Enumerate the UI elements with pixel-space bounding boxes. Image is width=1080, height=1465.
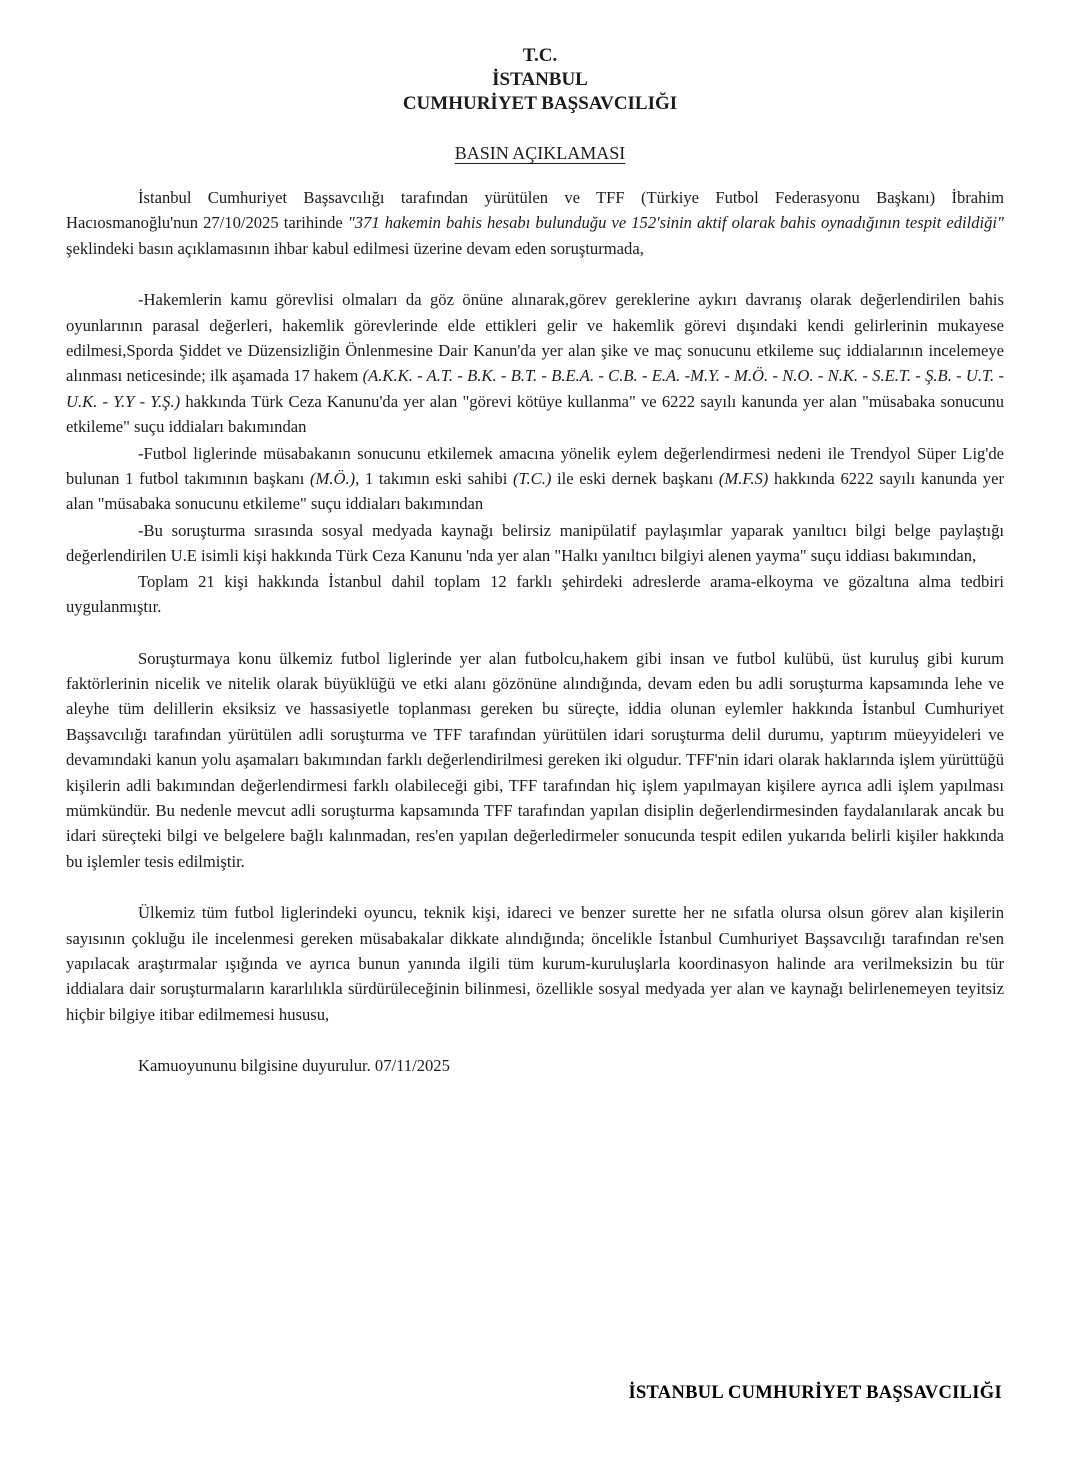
club-initials-2: (T.C.)	[512, 469, 552, 489]
investigation-scope-paragraph: Soruşturmaya konu ülkemiz futbol liglerinde yer alan futbolcu,hakem gibi insan ve futbol kulübü, üst kuruluş gibi kurum faktörlerinin nicelik ve nitelik olarak büyüklüğü ve etki alanı gözönüne alındığında, devam eden bu adli soruşturma kapsamında lehe ve aleyhe tüm delillerin eksiksiz ve hassasiyetle toplanması gereken bu süreçte, iddia olunan eylemler hakkında İstanbul Cumhuriyet Başsavcılığı tarafından yürütülen adli soruşturma ve TFF tarafından yürütülen idari soruşturma delil durumu, yaptırım müeyyideleri ve devamındaki kanun yolu aşamaları bakımından farklı değerlendirilmesi gereken iki olgudur. TFF'nin idari olarak haklarında işlem yürüttüğü kişilerin adli bakımından değerlendirmesi farklı olabileceği gibi, TFF tarafından hiç işlem yapılmayan kişilere ayrıca adli işlem yapılması mümkündür. Bu nedenle mevcut adli soruşturma kapsamında TFF tarafından yapılan disiplin değerlendirmesinden faydalanılarak ancak bu idari süreçteki bilgi ve belgelere bağlı kalınmadan, res'en yapılan değerledirmeler sonucunda tespit edilen yukarıda belirli kişiler hakkında bu işlemler tesis edilmiştir.	[66, 648, 1004, 871]
social-media-paragraph: -Bu soruşturma sırasında sosyal medyada kaynağı belirsiz manipülatif paylaşımlar yaparak yanıltıcı bilgi belge paylaştığı değerlendirilen U.E isimli kişi hakkında Türk Ceza Kanunu 'nda yer alan "Halkı yanıltıcı bilgiyi alenen yayma" suçu iddiası bakımından,	[66, 520, 1004, 566]
closing-line: Kamuoyununu bilgisine duyurulur. 07/11/2025	[138, 1056, 450, 1076]
document-header	[76, 44, 1004, 116]
referees-text-start: -Hakemlerin kamu görevlisi olmaları da göz önüne alınarak,görev gereklerine aykırı davranış olarak değerlendirilen bahis oyunlarının parasal değerleri, hakemlik görevlerinde elde ettikleri gelir ve hakemlik görevi dışındaki kendi gelirlerinin mukayese edilmesi,Sporda Şiddet ve Düzensizliğin Önlenmesine Dair Kanun'da yer alan şike ve maç sonucunu etkileme suç iddialarının incelemeye alınması neticesinde; ilk aşamada 17 hakem	[66, 290, 1004, 386]
club-text-3: ile eski dernek başkanı	[551, 469, 719, 489]
club-text-4: hakkında 6222 sayılı kanunda yer alan "müsabaka sonucunu etkileme" suçu iddiaları bakımından	[66, 469, 1004, 514]
intro-text-start: İstanbul Cumhuriyet Başsavcılığı tarafından yürütülen ve TFF (Türkiye Futbol Federasyonu Başkanı) İbrahim Hacıosmanoğlu'nun 27/10/2025 tarihinde	[66, 188, 1004, 233]
intro-paragraph	[66, 185, 1004, 261]
header-city: İSTANBUL	[492, 69, 588, 90]
summary-paragraph: Toplam 21 kişi hakkında İstanbul dahil toplam 12 farklı şehirdeki adreslerde arama-elkoyma ve gözaltına alma tedbiri uygulanmıştır.	[66, 571, 1004, 617]
document-title-text: BASIN AÇIKLAMASI	[454, 143, 626, 163]
intro-text-end: şeklindeki basın açıklamasının ihbar kabul edilmesi üzerine devam eden soruşturmada,	[66, 238, 644, 258]
referee-initials: (A.K.K. - A.T. - B.K. - B.T. - B.E.A. - C.B. - E.A. -M.Y. - M.Ö. - N.O. - N.K. - S.E.T. - Ş.B. - U.T. - U.K. - Y.Y - Y.Ş.)	[66, 366, 1004, 411]
signature-block: İSTANBUL CUMHURİYET BAŞSAVCILIĞI	[628, 1383, 1002, 1403]
document-title	[76, 141, 1004, 165]
club-initials-3: (M.F.S)	[718, 469, 769, 489]
club-text-2: , 1 takımın eski sahibi	[355, 469, 513, 489]
referees-text-end: hakkında Türk Ceza Kanunu'da yer alan "görevi kötüye kullanma" ve 6222 sayılı kanunda yer alan "müsabaka sonucunu etkileme" suçu iddiaları bakımından	[66, 391, 1005, 437]
header-tc: T.C.	[522, 45, 558, 66]
header-office: CUMHURİYET BAŞSAVCILIĞI	[402, 93, 678, 114]
intro-quote: "371 hakemin bahis hesabı bulunduğu ve 152'sinin aktif olarak bahis oynadığının tespit edildiği"	[347, 213, 1004, 233]
referees-paragraph	[66, 287, 1004, 439]
continuation-paragraph: Ülkemiz tüm futbol liglerindeki oyuncu, teknik kişi, idareci ve benzer surette her ne sıfatla olursa olsun görev alan kişilerin sayısının çokluğu ile incelenmesi gereken müsabakalar dikkate alındığında; öncelikle İstanbul Cumhuriyet Başsavcılığı tarafından re'sen yapılacak araştırmalar ışığında ve ayrıca bunun yanında ilgili tüm kurum-kuruluşlarla koordinasyon halinde ara verilmeksizin bu tür iddialara dair soruşturmaların kararlılıkla sürdürüleceğinin bilinmesi, özellikle sosyal medyada yer alan ve kaynağı belirlenemeyen teyitsiz hiçbir bilgiye itibar edilmemesi hususu,	[66, 903, 1004, 1024]
club-officials-paragraph	[66, 441, 1004, 517]
club-initials-1: (M.Ö.)	[310, 469, 356, 489]
club-text-1: -Futbol liglerinde müsabakanın sonucunu etkilemek amacına yönelik eylem değerlendirmesi nedeni ile Trendyol Süper Lig'de bulunan 1 futbol takımının başkanı	[66, 443, 1004, 489]
